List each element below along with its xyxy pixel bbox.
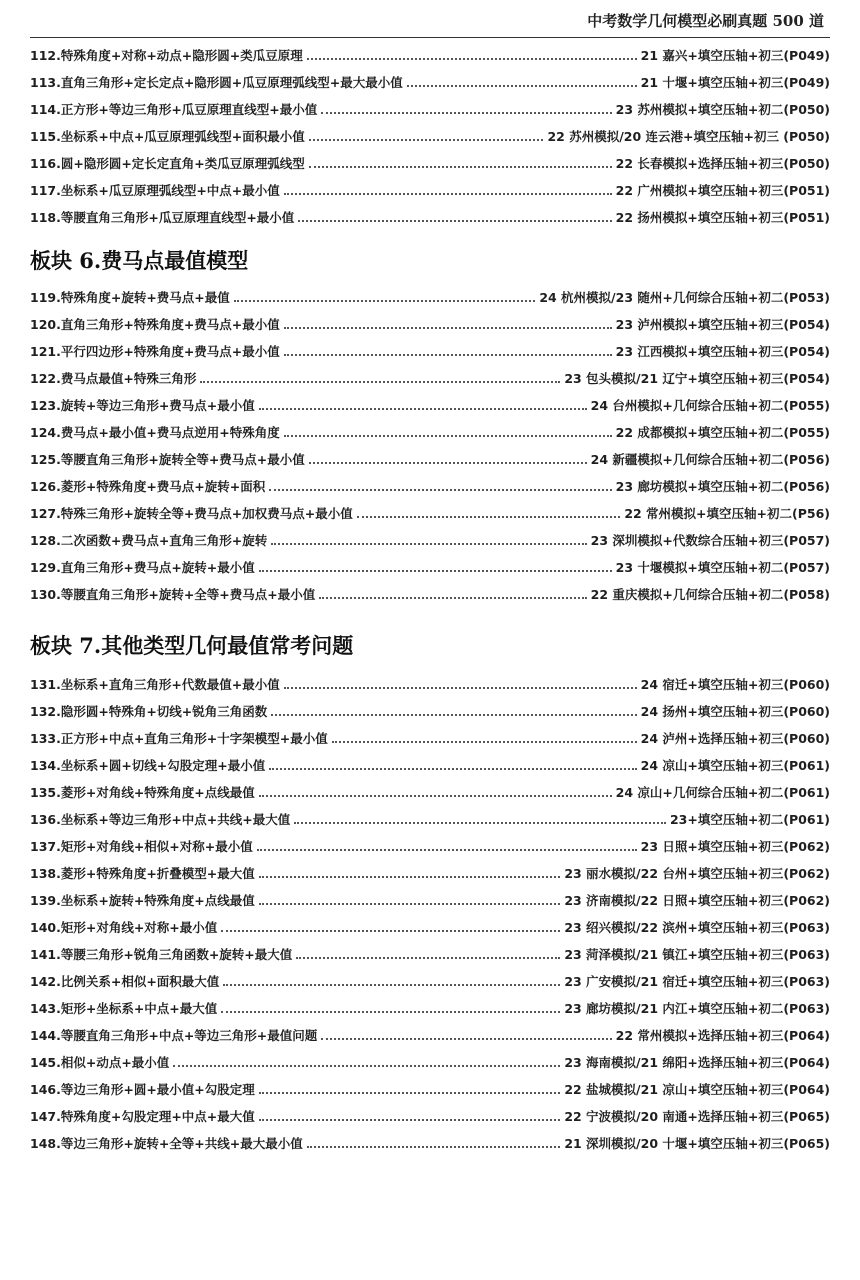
toc-entry [30,1129,830,1156]
dot-leader [259,791,612,797]
toc-entry [30,149,830,176]
toc-entry-source: 24 杭州模拟/23 随州+几何综合压轴+初二(P053) [539,289,830,305]
toc-entry-source: 21 十堰+填空压轴+初三(P049) [640,74,830,90]
toc-entry-source: 24 宿迁+填空压轴+初三(P060) [640,676,830,692]
dot-leader [269,485,611,491]
toc-entry [30,751,830,778]
toc-entry-topic: 141.等腰三角形+锐角三角函数+旋转+最大值 [30,946,293,962]
toc-entry-source: 23 江西模拟+填空压轴+初三(P054) [615,343,830,359]
toc-entry-topic: 139.坐标系+旋转+特殊角度+点线最值 [30,892,255,908]
dot-leader [284,189,612,195]
toc-entry-topic: 118.等腰直角三角形+瓜豆原理直线型+最小值 [30,209,295,225]
toc-entry-topic: 138.菱形+特殊角度+折叠模型+最大值 [30,865,255,881]
header-rule [30,37,830,38]
toc-entry [30,445,830,472]
toc-entry-source: 23 海南模拟/21 绵阳+选择压轴+初三(P064) [564,1054,830,1070]
toc-entry-source: 22 苏州模拟/20 连云港+填空压轴+初三 (P050) [547,128,830,144]
toc-entry-source: 21 嘉兴+填空压轴+初三(P049) [640,47,830,63]
toc-entry [30,337,830,364]
toc-entry [30,418,830,445]
dot-leader [407,81,637,87]
toc-entry [30,859,830,886]
toc-entry [30,1075,830,1102]
toc-entry [30,580,830,607]
toc-entry [30,805,830,832]
toc-entry [30,1102,830,1129]
dot-leader [296,953,560,959]
toc-entry-source: 23 菏泽模拟/21 镇江+填空压轴+初三(P063) [564,946,830,962]
toc-entry [30,203,830,230]
toc-entry-topic: 119.特殊角度+旋转+费马点+最值 [30,289,230,305]
toc-entry-topic: 126.菱形+特殊角度+费马点+旋转+面积 [30,478,266,494]
toc-entry-source: 22 扬州模拟+填空压轴+初三(P051) [615,209,830,225]
toc-entry [30,95,830,122]
dot-leader [221,926,560,932]
toc-entry [30,913,830,940]
page-header [0,0,860,40]
dot-leader [259,872,561,878]
toc-entry [30,778,830,805]
toc-entry-topic: 129.直角三角形+费马点+旋转+最小值 [30,559,255,575]
toc-entry-source: 23 丽水模拟/22 台州+填空压轴+初三(P062) [564,865,830,881]
toc-entry-source: 24 台州模拟+几何综合压轴+初二(P055) [590,397,830,413]
toc-entry [30,1048,830,1075]
dot-leader [307,54,637,60]
dot-leader [294,818,666,824]
toc-entry [30,697,830,724]
toc-entry-topic: 137.矩形+对角线+相似+对称+最小值 [30,838,253,854]
toc-entry-topic: 127.特殊三角形+旋转全等+费马点+加权费马点+最小值 [30,505,353,521]
dot-leader [173,1061,560,1067]
toc-entry [30,122,830,149]
toc-entry-topic: 144.等腰直角三角形+中点+等边三角形+最值问题 [30,1027,318,1043]
toc-entry-source: 23 廊坊模拟/21 内江+填空压轴+初二(P063) [564,1000,830,1016]
dot-leader [271,710,636,716]
toc-entry-topic: 147.特殊角度+勾股定理+中点+最大值 [30,1108,255,1124]
dot-leader [234,296,536,302]
toc-entry-topic: 123.旋转+等边三角形+费马点+最小值 [30,397,255,413]
dot-leader [259,899,561,905]
dot-leader [284,350,612,356]
toc-entry-topic: 114.正方形+等边三角形+瓜豆原理直线型+最小值 [30,101,318,117]
toc-entry [30,68,830,95]
toc-entry-topic: 136.坐标系+等边三角形+中点+共线+最大值 [30,811,291,827]
toc-entry-topic: 142.比例关系+相似+面积最大值 [30,973,220,989]
toc-entry-topic: 134.坐标系+圆+切线+勾股定理+最小值 [30,757,266,773]
dot-leader [259,404,587,410]
toc-entry [30,499,830,526]
toc-entry-topic: 124.费马点+最小值+费马点逆用+特殊角度 [30,424,280,440]
toc-entry-source: 24 新疆模拟+几何综合压轴+初二(P056) [590,451,830,467]
toc-entry-topic: 132.隐形圆+特殊角+切线+锐角三角函数 [30,703,268,719]
dot-leader [357,512,621,518]
toc-entry [30,994,830,1021]
toc-entry [30,391,830,418]
toc-entry-source: 24 泸州+选择压轴+初三(P060) [640,730,830,746]
dot-leader [309,135,544,141]
dot-leader [200,377,560,383]
toc-entry-source: 22 常州模拟+填空压轴+初二(P56) [624,505,830,521]
dot-leader [259,1115,561,1121]
toc-entry-topic: 135.菱形+对角线+特殊角度+点线最值 [30,784,255,800]
toc-entry-source: 23 深圳模拟+代数综合压轴+初三(P057) [590,532,830,548]
toc-entry [30,832,830,859]
toc-entry-topic: 112.特殊角度+对称+动点+隐形圆+类瓜豆原理 [30,47,303,63]
toc-entry-source: 22 盐城模拟/21 凉山+填空压轴+初三(P064) [564,1081,830,1097]
toc-entry-topic: 146.等边三角形+圆+最小值+勾股定理 [30,1081,255,1097]
dot-leader [332,737,637,743]
dot-leader [309,458,587,464]
dot-leader [321,1034,611,1040]
toc-entry-topic: 133.正方形+中点+直角三角形+十字架模型+最小值 [30,730,328,746]
toc-entry-source: 23 济南模拟/22 日照+填空压轴+初三(P062) [564,892,830,908]
dot-leader [284,431,612,437]
toc-entry [30,176,830,203]
toc-entry-source: 21 深圳模拟/20 十堰+填空压轴+初三(P065) [564,1135,830,1151]
toc-entry-topic: 122.费马点最值+特殊三角形 [30,370,197,386]
toc-entry-topic: 143.矩形+坐标系+中点+最大值 [30,1000,218,1016]
toc-entry-source: 22 长春模拟+选择压轴+初三(P050) [615,155,830,171]
dot-leader [284,683,637,689]
book-title: 中考数学几何模型必刷真题 500 道 [587,12,824,30]
toc-entry-source: 24 凉山+填空压轴+初三(P061) [640,757,830,773]
toc-entry [30,724,830,751]
toc-entry [30,283,830,310]
block-6-title: 板块 6.费马点最值模型 [30,248,249,273]
toc-entry-source: 24 凉山+几何综合压轴+初二(P061) [615,784,830,800]
toc-entry-source: 23 绍兴模拟/22 滨州+填空压轴+初三(P063) [564,919,830,935]
toc-section-block-6 [30,283,830,607]
dot-leader [309,162,612,168]
toc-entry-source: 22 宁波模拟/20 南通+选择压轴+初三(P065) [564,1108,830,1124]
toc-entry-topic: 120.直角三角形+特殊角度+费马点+最小值 [30,316,280,332]
toc-entry-topic: 148.等边三角形+旋转+全等+共线+最大最小值 [30,1135,303,1151]
dot-leader [259,566,612,572]
dot-leader [271,539,586,545]
dot-leader [307,1142,561,1148]
block-7-title: 板块 7.其他类型几何最值常考问题 [30,633,354,658]
toc-section-block-7 [30,670,830,1156]
dot-leader [298,216,611,222]
toc-entry-source: 23 包头模拟/21 辽宁+填空压轴+初三(P054) [564,370,830,386]
toc-entry-source: 24 扬州+填空压轴+初三(P060) [640,703,830,719]
toc-entry-source: 23+填空压轴+初二(P061) [669,811,830,827]
toc-entry-source: 23 苏州模拟+填空压轴+初二(P050) [615,101,830,117]
toc-entry-source: 22 成都模拟+填空压轴+初二(P055) [615,424,830,440]
toc-section-continued [30,41,830,230]
toc-entry-source: 22 广州模拟+填空压轴+初三(P051) [615,182,830,198]
toc-entry-topic: 117.坐标系+瓜豆原理弧线型+中点+最小值 [30,182,280,198]
toc-entry-topic: 121.平行四边形+特殊角度+费马点+最小值 [30,343,280,359]
dot-leader [269,764,636,770]
dot-leader [284,323,612,329]
toc-entry-source: 23 日照+填空压轴+初三(P062) [640,838,830,854]
toc-entry-topic: 140.矩形+对角线+对称+最小值 [30,919,218,935]
toc-entry-source: 23 泸州模拟+填空压轴+初三(P054) [615,316,830,332]
toc-entry-source: 23 十堰模拟+填空压轴+初二(P057) [615,559,830,575]
toc-entry-topic: 116.圆+隐形圆+定长定直角+类瓜豆原理弧线型 [30,155,305,171]
toc-entry [30,967,830,994]
toc-entry-source: 23 廊坊模拟+填空压轴+初二(P056) [615,478,830,494]
toc-entry [30,472,830,499]
toc-entry-topic: 128.二次函数+费马点+直角三角形+旋转 [30,532,268,548]
toc-entry-topic: 130.等腰直角三角形+旋转+全等+费马点+最小值 [30,586,316,602]
toc-entry [30,553,830,580]
toc-entry-topic: 115.坐标系+中点+瓜豆原理弧线型+面积最小值 [30,128,305,144]
dot-leader [221,1007,560,1013]
dot-leader [257,845,637,851]
dot-leader [223,980,560,986]
dot-leader [259,1088,561,1094]
toc-entry-source: 22 常州模拟+选择压轴+初三(P064) [615,1027,830,1043]
toc-entry [30,310,830,337]
toc-entry-topic: 145.相似+动点+最小值 [30,1054,170,1070]
toc-entry [30,886,830,913]
toc-entry [30,670,830,697]
dot-leader [321,108,611,114]
toc-entry-topic: 113.直角三角形+定长定点+隐形圆+瓜豆原理弧线型+最大最小值 [30,74,403,90]
dot-leader [319,593,586,599]
toc-entry-topic: 125.等腰直角三角形+旋转全等+费马点+最小值 [30,451,305,467]
toc-entry-source: 23 广安模拟/21 宿迁+填空压轴+初三(P063) [564,973,830,989]
toc-entry [30,364,830,391]
toc-entry-source: 22 重庆模拟+几何综合压轴+初二(P058) [590,586,830,602]
toc-entry [30,526,830,553]
toc-entry [30,940,830,967]
toc-entry [30,1021,830,1048]
toc-entry [30,41,830,68]
toc-entry-topic: 131.坐标系+直角三角形+代数最值+最小值 [30,676,280,692]
